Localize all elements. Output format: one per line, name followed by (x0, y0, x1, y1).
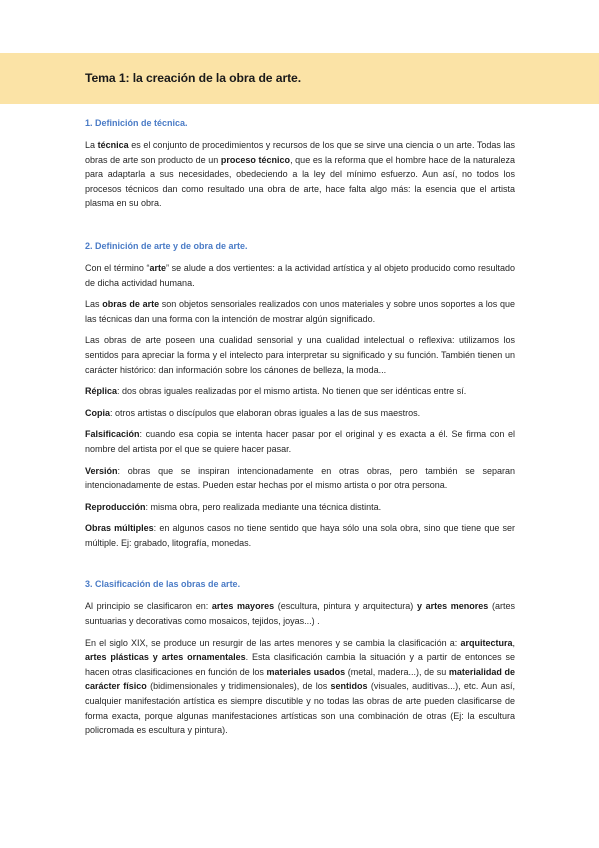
text-run: (escultura, pintura y arquitectura) (274, 601, 417, 612)
text-run: Las (85, 299, 103, 310)
bold-term: proceso técnico (220, 154, 291, 165)
bold-term: Versión (85, 465, 118, 476)
text-run: Las obras de arte poseen una cualidad sensorial y una cualidad intelectual o reflexiva: utilizamos los sentidos para apreciar la forma y el intelecto para interpretar su significado y su función. También tienen un carácter histórico: dan información sobre los cánones de belleza, la moda... (85, 335, 515, 375)
bold-term: arquitectura (460, 637, 513, 648)
bold-term: y artes menores (416, 601, 489, 612)
bold-term: materialidad de carácter físico (85, 666, 515, 692)
bold-term: artes mayores (211, 601, 275, 612)
paragraph (85, 427, 515, 456)
bold-term: obras de arte (102, 299, 160, 310)
paragraph (85, 384, 515, 399)
text-run: (visuales, auditivas...), etc. Aun así, cualquier manifestación artística es siempre discutible y no todas las obras de arte pueden clasificarse de forma exacta, porque algunas manifestaciones artísticas son una combinación de otras (Ej: la escultura policromada es escultura y pintura). (85, 681, 515, 736)
text-run: : otros artistas o discípulos que elaboran obras iguales a las de sus maestros. (110, 407, 421, 418)
bold-term: artes plásticas y artes ornamentales (85, 652, 246, 663)
text-run: : dos obras iguales realizadas por el mismo artista. No tienen que ser idénticas entre sí. (117, 386, 467, 397)
paragraph (85, 261, 515, 290)
text-run: son objetos sensoriales realizados con unos materiales y sobre unos soportes a los que las técnicas dan una forma con la intención de mostrar algún significado. (85, 299, 515, 324)
bold-term: técnica (97, 140, 129, 150)
text-run: : misma obra, pero realizada mediante una técnica distinta. (145, 501, 382, 512)
bold-term: arte (149, 262, 166, 273)
text-run: , que es la reforma que el hombre hace de la naturaleza para adaptarla a sus necesidades, obedeciendo a la ley del mínimo esfuerzo. Aun así, no todos los procesos técnicos dan como resultado una obra de arte, hace falta algo más: la esencia que el artista plasma en su obra. (85, 154, 515, 209)
section-1 (85, 118, 515, 211)
paragraph (85, 521, 515, 550)
text-run: Con el término “ (85, 262, 150, 273)
paragraph (85, 297, 515, 326)
page-title: Tema 1: la creación de la obra de arte. (85, 71, 302, 85)
section-heading: 2. Definición de arte y de obra de arte. (85, 240, 248, 251)
text-run: ” se alude a dos vertientes: a la actividad artística y al objeto producido como resultado de dicha actividad humana. (85, 262, 515, 288)
paragraph (85, 599, 515, 628)
paragraph (85, 636, 515, 738)
section-heading: 3. Clasificación de las obras de arte. (85, 579, 241, 590)
document-body (85, 118, 515, 745)
text-run: : en algunos casos no tiene sentido que haya sólo una sola obra, sino que tiene que ser múltiple. Ej: grabado, litografía, monedas. (85, 523, 515, 548)
title-banner (0, 53, 599, 104)
text-run: , (512, 637, 515, 648)
text-run: Al principio se clasificaron en: (85, 601, 212, 612)
bold-term: Obras múltiples (85, 523, 154, 534)
text-run: : obras que se inspiran intencionadamente en otras obras, pero también se separan intencionadamente de estas. Pueden estar hechas por el mismo artista o por otra persona. (85, 465, 515, 491)
bold-term: Reproducción (85, 501, 146, 512)
paragraph (85, 464, 515, 493)
paragraph (85, 406, 515, 421)
text-run: En el siglo XIX, se produce un resurgir de las artes menores y se cambia la clasificación a: (85, 637, 461, 648)
text-run: es el conjunto de procedimientos y recursos de los que se sirve una ciencia o un arte. Todas las obras de arte son producto de un (85, 140, 515, 165)
text-run: (artes suntuarias y decorativas como mosaicos, tejidos, joyas...) . (85, 601, 515, 627)
text-run: : cuando esa copia se intenta hacer pasar por el original y es exacta a él. Se firma con el nombre del artista por el que se quiere hacer pasar. (85, 429, 515, 454)
section-3 (85, 579, 515, 737)
section-heading: 1. Definición de técnica. (85, 118, 188, 128)
bold-term: materiales usados (266, 666, 346, 677)
bold-term: Copia (85, 407, 111, 418)
text-run: . Esta clasificación cambia la situación y a partir de entonces se hacen otras clasificaciones en función de los (85, 652, 515, 677)
section-2 (85, 241, 515, 551)
bold-term: sentidos (330, 681, 368, 692)
bold-term: Réplica (85, 386, 118, 397)
paragraph (85, 333, 515, 377)
text-run: (metal, madera...), de su (345, 666, 449, 677)
text-run: La (85, 140, 98, 150)
paragraph (85, 500, 515, 515)
paragraph (85, 138, 515, 211)
bold-term: Falsificación (85, 429, 140, 440)
text-run: (bidimensionales y tridimensionales), de los (146, 681, 331, 692)
